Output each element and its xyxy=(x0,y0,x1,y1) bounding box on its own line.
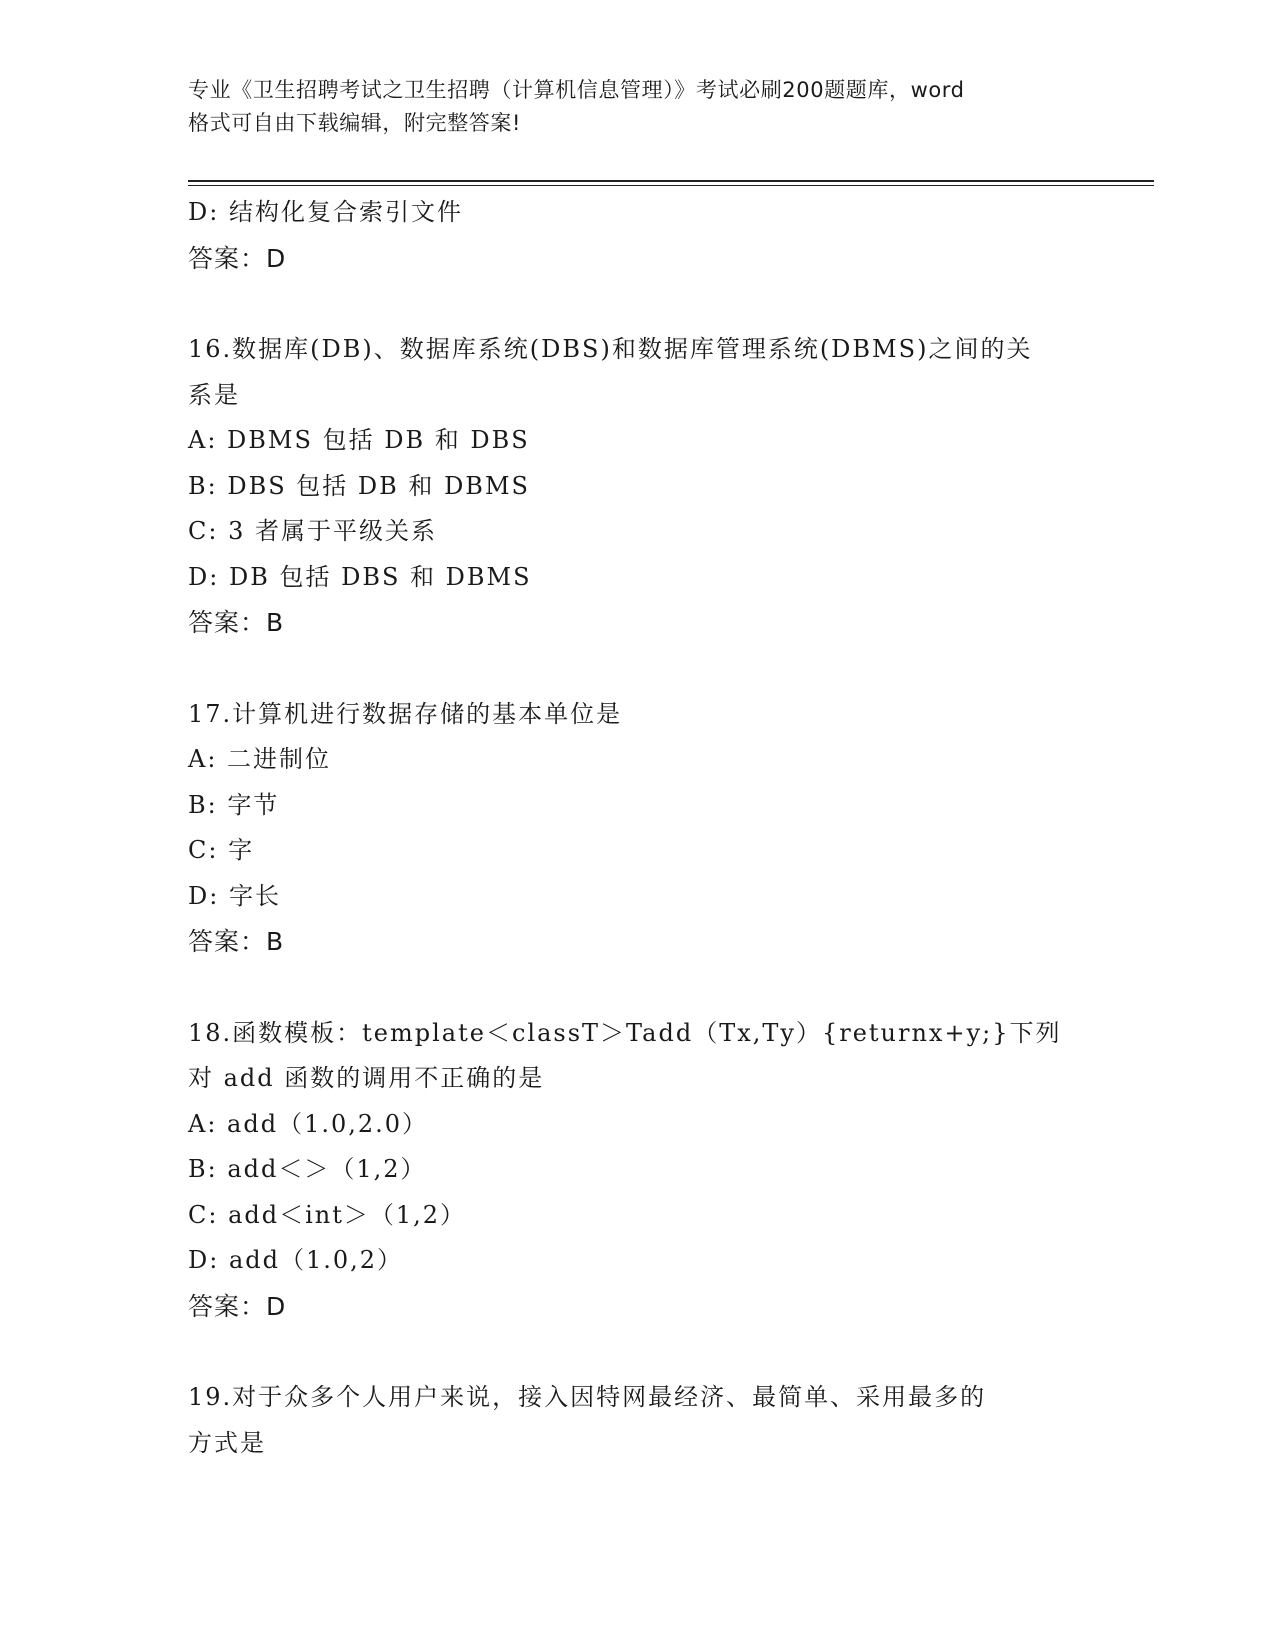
question-line: 16.数据库(DB)、数据库系统(DBS)和数据库管理系统(DBMS)之间的关 xyxy=(188,335,1033,363)
question-line: 方式是 xyxy=(188,1428,266,1457)
question-line: C: 字 xyxy=(188,836,255,864)
question-block xyxy=(188,692,1088,965)
question-line: D: DB 包括 DBS 和 DBMS xyxy=(188,562,532,591)
question-line: 17.计算机进行数据存储的基本单位是 xyxy=(188,699,623,728)
question-line: 系是 xyxy=(188,380,240,409)
question-line: A: add（1.0,2.0） xyxy=(188,1109,429,1138)
question-line: A: 二进制位 xyxy=(188,745,332,773)
answer-line: 答案：D xyxy=(188,243,287,273)
question-block xyxy=(188,1011,1088,1330)
header-line-2: 格式可自由下载编辑，附完整答案! xyxy=(188,111,522,135)
question-line: 18.函数模板：template＜classT＞Tadd（Tx,Ty）{returnx+y;}下列 xyxy=(188,1018,1062,1047)
document-header xyxy=(188,74,1088,140)
header-divider-thin xyxy=(188,185,1154,186)
question-line: B: add＜＞（1,2） xyxy=(188,1155,427,1183)
question-list xyxy=(188,190,1088,1466)
question-line: B: DBS 包括 DB 和 DBMS xyxy=(188,471,530,500)
question-block xyxy=(188,1375,1088,1466)
question-line: C: add＜int＞（1,2） xyxy=(188,1200,467,1229)
question-block xyxy=(188,327,1088,646)
block-spacer xyxy=(188,965,1088,1011)
question-line: A: DBMS 包括 DB 和 DBS xyxy=(188,426,530,454)
question-line: D: 字长 xyxy=(188,881,281,910)
question-line: D: 结构化复合索引文件 xyxy=(188,198,463,226)
question-line: 19.对于众多个人用户来说，接入因特网最经济、最简单、采用最多的 xyxy=(188,1383,987,1411)
question-line: D: add（1.0,2） xyxy=(188,1246,404,1274)
header-divider-thick xyxy=(188,180,1154,182)
block-spacer xyxy=(188,1329,1088,1375)
question-line: 对 add 函数的调用不正确的是 xyxy=(188,1064,545,1092)
answer-line: 答案：B xyxy=(188,608,285,637)
question-line: B: 字节 xyxy=(188,790,280,819)
question-block xyxy=(188,190,1088,281)
answer-line: 答案：B xyxy=(188,927,285,956)
answer-line: 答案：D xyxy=(188,1291,287,1321)
header-line-1: 专业《卫生招聘考试之卫生招聘（计算机信息管理）》考试必刷200题题库，word xyxy=(188,78,965,102)
question-line: C: 3 者属于平级关系 xyxy=(188,517,437,545)
block-spacer xyxy=(188,281,1088,327)
block-spacer xyxy=(188,646,1088,692)
